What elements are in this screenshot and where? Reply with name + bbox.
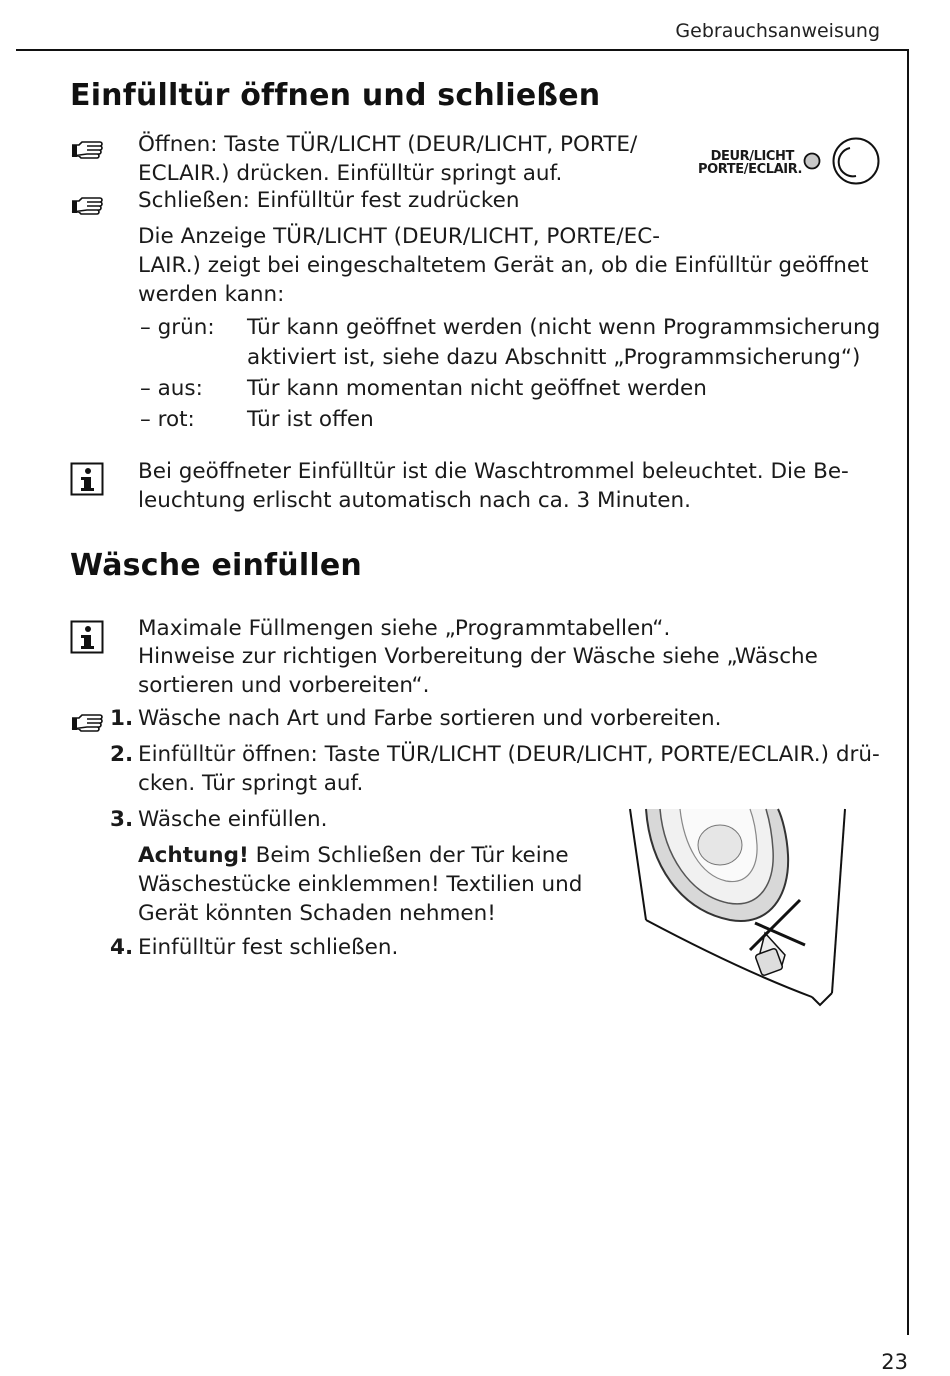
warning-text: Beim Schließen der Tür keine	[248, 843, 569, 868]
step-text: Einfülltür fest schließen.	[138, 935, 399, 960]
step-number: 2.	[110, 742, 134, 767]
door-light-button-illustration	[690, 134, 890, 194]
step-text-cont: cken. Tür springt auf.	[138, 771, 364, 796]
open-instruction-line2: ECLAIR.) drücken. Einfülltür springt auf.	[138, 161, 563, 186]
info-load-line3: sortieren und vorbereiten“.	[138, 673, 430, 698]
step-text: Wäsche nach Art und Farbe sortieren und vorbereiten.	[138, 706, 722, 731]
state-text-off: Tür kann momentan nicht geöffnet werden	[247, 376, 707, 401]
washing-machine-door-illustration	[620, 805, 860, 1015]
panel-label-line1: DEUR/LICHT	[710, 149, 794, 164]
section-heading-door: Einfülltür öffnen und schließen	[70, 78, 601, 113]
indicator-text-line2: LAIR.) zeigt bei eingeschaltetem Gerät an, ob die Einfülltür geöffnet	[138, 253, 869, 278]
running-header: Gebrauchsanweisung	[675, 20, 880, 42]
hand-pointer-icon	[70, 193, 106, 219]
step-number: 4.	[110, 935, 134, 960]
state-label-off: – aus:	[140, 376, 203, 401]
step-number: 3.	[110, 807, 134, 832]
section-heading-loading: Wäsche einfüllen	[70, 548, 362, 583]
state-label-red: – rot:	[140, 407, 195, 432]
warning-label: Achtung!	[138, 843, 249, 868]
margin-rule	[907, 49, 909, 1335]
warning-line2: Wäschestücke einklemmen! Textilien und	[138, 872, 583, 897]
state-text-green-cont: aktiviert ist, siehe dazu Abschnitt „Programmsicherung“)	[247, 345, 861, 370]
state-label-green: – grün:	[140, 315, 215, 340]
indicator-text-line3: werden kann:	[138, 282, 285, 307]
step-text: Einfülltür öffnen: Taste TÜR/LICHT (DEUR/LICHT, PORTE/ECLAIR.) drü-	[138, 742, 880, 767]
open-instruction-line1: Öffnen: Taste TÜR/LICHT (DEUR/LICHT, PORTE/	[138, 132, 638, 157]
page-number: 23	[881, 1350, 908, 1374]
close-instruction: Schließen: Einfülltür fest zudrücken	[138, 188, 520, 213]
header-divider	[16, 49, 908, 51]
info-load-line1: Maximale Füllmengen siehe „Programmtabellen“.	[138, 616, 671, 641]
hand-pointer-icon	[70, 137, 106, 163]
indicator-led	[805, 154, 820, 169]
info-light-line1: Bei geöffneter Einfülltür ist die Waschtrommel beleuchtet. Die Be-	[138, 459, 849, 484]
info-icon	[70, 462, 104, 496]
hand-pointer-icon	[70, 710, 106, 736]
info-light-line2: leuchtung erlischt automatisch nach ca. 3 Minuten.	[138, 488, 691, 513]
warning-line3: Gerät könnten Schaden nehmen!	[138, 901, 496, 926]
warning-line1	[138, 841, 569, 870]
step-text: Wäsche einfüllen.	[138, 807, 328, 832]
info-icon	[70, 620, 104, 654]
state-text-green: Tür kann geöffnet werden (nicht wenn Programmsicherung	[247, 315, 881, 340]
panel-label-line2: PORTE/ECLAIR.	[698, 162, 803, 177]
state-text-red: Tür ist offen	[247, 407, 374, 432]
indicator-text-line1: Die Anzeige TÜR/LICHT (DEUR/LICHT, PORTE/EC-	[138, 224, 660, 249]
info-load-line2: Hinweise zur richtigen Vorbereitung der Wäsche siehe „Wäsche	[138, 644, 818, 669]
step-number: 1.	[110, 706, 134, 731]
